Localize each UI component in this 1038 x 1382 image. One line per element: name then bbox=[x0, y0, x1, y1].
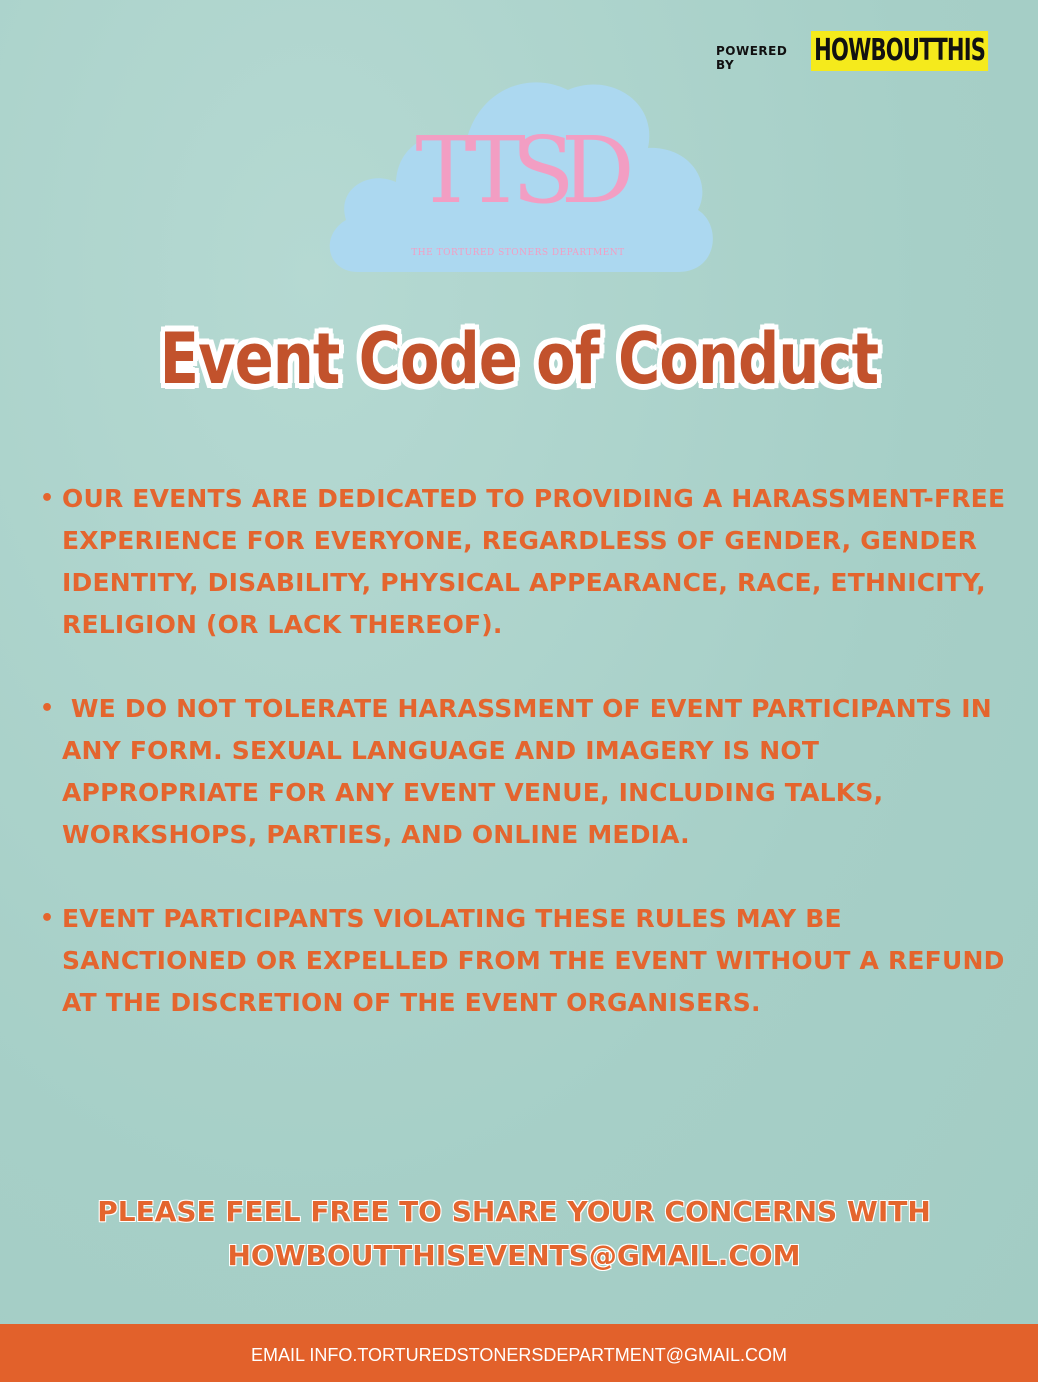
list-item bbox=[40, 478, 1020, 646]
ttsd-monogram: TTSD bbox=[415, 117, 621, 224]
contact-callout bbox=[0, 1190, 1028, 1278]
footer-bar bbox=[0, 1324, 1038, 1382]
ttsd-subtitle: THE TORTURED STONERS DEPARTMENT bbox=[411, 248, 625, 258]
ttsd-cloud-logo bbox=[318, 60, 718, 280]
rule-text: EVENT PARTICIPANTS VIOLATING THESE RULES MAY BE SANCTIONED OR EXPELLED FROM THE EVENT WITHOUT A REFUND AT THE DISCRETION OF THE EVENT ORGANISERS. bbox=[62, 904, 1005, 1017]
bullet-icon: • bbox=[40, 906, 55, 931]
rule-text: OUR EVENTS ARE DEDICATED TO PROVIDING A HARASSMENT-FREE EXPERIENCE FOR EVERYONE, REGARDLESS OF GENDER, GENDER IDENTITY, DISABILITY, PHYSICAL APPEARANCE, RACE, ETHNICITY, RELIGION (OR LACK THEREOF). bbox=[62, 484, 1006, 639]
powered-by-badge bbox=[716, 30, 1038, 72]
bullet-icon: • bbox=[40, 486, 55, 511]
powered-by-label: POWERED BY bbox=[716, 44, 788, 72]
code-of-conduct-list bbox=[40, 478, 1020, 1024]
bullet-icon: • bbox=[40, 696, 55, 721]
list-item bbox=[40, 898, 1020, 1024]
footer-email: EMAIL INFO.TORTUREDSTONERSDEPARTMENT@GMAIL.COM bbox=[250, 1345, 787, 1365]
howboutthis-logo: HOWBOUTTHIS bbox=[811, 31, 988, 71]
contact-email: HOWBOUTTHISEVENTS@GMAIL.COM bbox=[227, 1239, 801, 1272]
list-item bbox=[40, 688, 1020, 856]
page-title: Event Code of Conduct bbox=[159, 318, 879, 400]
rule-text: WE DO NOT TOLERATE HARASSMENT OF EVENT PARTICIPANTS IN ANY FORM. SEXUAL LANGUAGE AND IMAGERY IS NOT APPROPRIATE FOR ANY EVENT VENUE, INCLUDING TALKS, WORKSHOPS, PARTIES, AND ONLINE MEDIA. bbox=[62, 694, 1001, 849]
contact-callout-line: PLEASE FEEL FREE TO SHARE YOUR CONCERNS WITH bbox=[97, 1195, 931, 1228]
